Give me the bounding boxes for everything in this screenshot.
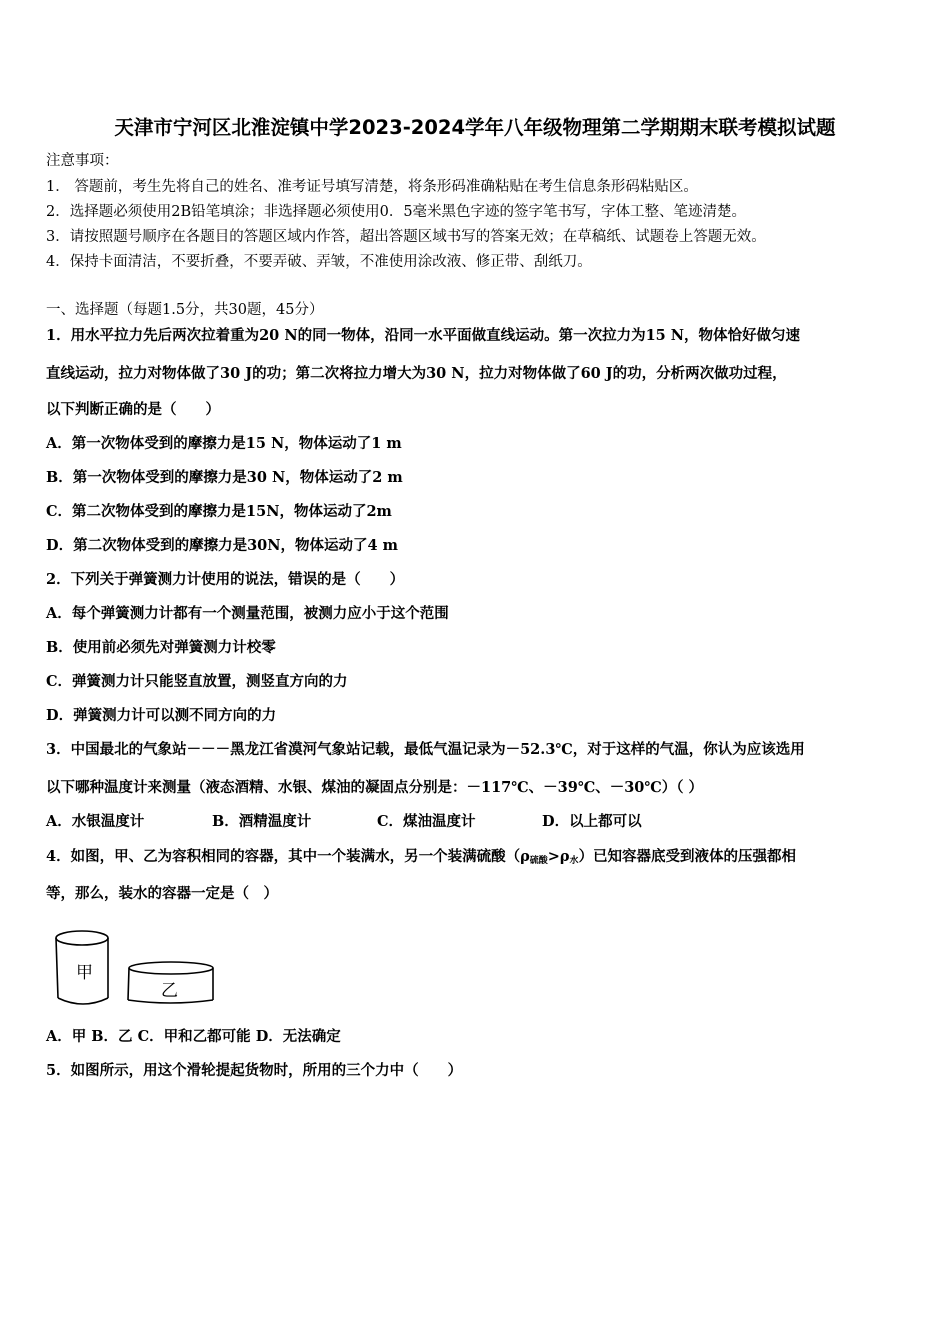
q3-stem-line-1: 3．中国最北的气象站－－－黑龙江省漠河气象站记载，最低气温记录为－52.3℃，对于这样的气温，你认为应该选用 — [46, 741, 805, 758]
q3-option-a: A．水银温度计 — [46, 813, 145, 830]
q1-stem-line-1: 1．用水平拉力先后两次拉着重为20 N的同一物体，沿同一水平面做直线运动。第一次拉力为15 N，物体恰好做匀速 — [46, 327, 801, 344]
q2-option-b: B．使用前必须先对弹簧测力计校零 — [46, 639, 276, 656]
q2-option-d: D．弹簧测力计可以测不同方向的力 — [46, 707, 277, 724]
q2-option-a: A．每个弹簧测力计都有一个测量范围，被测力应小于这个范围 — [46, 605, 449, 622]
q1-option-d: D．第二次物体受到的摩擦力是30N，物体运动了4 m — [46, 537, 398, 554]
q3-option-c: C．煤油温度计 — [377, 813, 476, 830]
q1-stem-line-2: 直线运动，拉力对物体做了30 J的功；第二次将拉力增大为30 N，拉力对物体做了60 J的功，分析两次做功过程， — [46, 365, 787, 382]
q4-stem-line-1: 4．如图，甲、乙为容积相同的容器，其中一个装满水，另一个装满硫酸$(\rho_{硫酸}>\rho_水)$已知容器底受到液体的压强都相 — [46, 848, 797, 866]
notice-item-3: 3．请按照题号顺序在各题目的答题区域内作答，超出答题区域书写的答案无效；在草稿纸、试题卷上答题无效。 — [46, 229, 766, 245]
q3-option-d: D．以上都可以 — [542, 813, 642, 830]
q3-stem-line-2: 以下哪种温度计来测量（液态酒精、水银、煤油的凝固点分别是：－117℃、－39℃、－30℃）（ ） — [46, 779, 704, 796]
q1-option-b: B．第一次物体受到的摩擦力是30 N，物体运动了2 m — [46, 469, 403, 486]
section-heading-choice: 一、选择题（每题1.5分，共30题，45分） — [46, 302, 324, 318]
notice-item-2: 2．选择题必须使用2B铅笔填涂；非选择题必须使用0．5毫米黑色字迹的签字笔书写，字体工整、笔迹清楚。 — [46, 204, 747, 220]
q1-stem-line-3: 以下判断正确的是（ ） — [46, 401, 220, 418]
q5-stem: 5．如图所示，用这个滑轮提起货物时，所用的三个力中（ ） — [46, 1062, 463, 1079]
q2-stem: 2．下列关于弹簧测力计使用的说法，错误的是（ ） — [46, 571, 405, 588]
q1-option-a: A．第一次物体受到的摩擦力是15 N，物体运动了1 m — [46, 435, 402, 452]
q4-options: A．甲 B．乙 C．甲和乙都可能 D．无法确定 — [46, 1028, 341, 1045]
notice-item-1: 1． 答题前，考生先将自己的姓名、准考证号填写清楚，将条形码准确粘贴在考生信息条形码粘贴区。 — [46, 179, 698, 195]
containers-figure — [50, 920, 225, 1010]
q2-option-c: C．弹簧测力计只能竖直放置，测竖直方向的力 — [46, 673, 348, 690]
page-title: 天津市宁河区北淮淀镇中学2023-2024学年八年级物理第二学期期末联考模拟试题 — [114, 116, 836, 139]
notice-item-4: 4．保持卡面清洁，不要折叠，不要弄破、弄皱，不准使用涂改液、修正带、刮纸刀。 — [46, 254, 592, 270]
notice-heading: 注意事项： — [46, 153, 119, 169]
container-label-yi: 乙 — [161, 981, 178, 1001]
container-jia — [56, 931, 108, 1004]
q4-stem-line-2: 等，那么，装水的容器一定是（ ） — [46, 885, 278, 902]
q3-option-b: B．酒精温度计 — [212, 813, 312, 830]
container-label-jia: 甲 — [76, 963, 93, 983]
q1-option-c: C．第二次物体受到的摩擦力是15N，物体运动了2m — [46, 503, 392, 520]
container-yi — [128, 962, 213, 1003]
